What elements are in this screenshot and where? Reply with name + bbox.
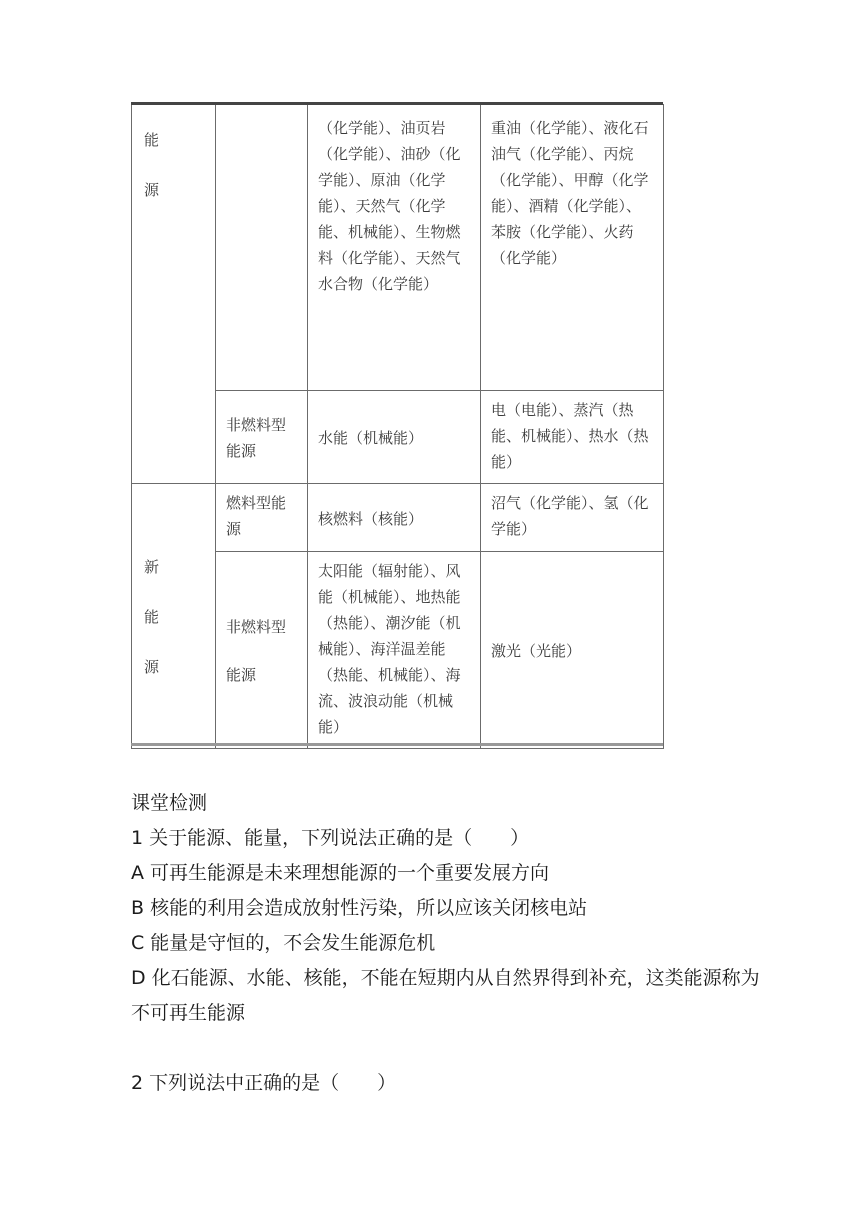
table-top-border [131,102,663,105]
primary-energy-cell: 太阳能（辐射能）、风能（机械能）、地热能（热能）、潮汐能（机械能）、海洋温差能（热能、机械能）、海流、波浪动能（机械能） [308,552,481,749]
subtype-cell: 非燃料型能源 [216,391,308,484]
table-bottom-border [131,743,663,746]
subtype-cell: 燃料型能源 [216,484,308,552]
question-1-option-d: D 化石能源、水能、核能，不能在短期内从自然界得到补充，这类能源称为不可再生能源 [131,967,760,1024]
energy-table [131,104,664,749]
question-1-stem: 1 关于能源、能量，下列说法正确的是（ ） [131,827,530,849]
category-label: 能 源 [144,131,160,199]
primary-energy-cell: 水能（机械能） [308,391,481,484]
table-row [132,484,664,552]
secondary-energy-cell: 激光（光能） [481,552,664,749]
energy-table-image [131,104,663,744]
subtype-cell: 非燃料型能源 [216,552,308,749]
class-test-section [131,786,771,1101]
secondary-energy-cell: 电（电能）、蒸汽（热能、机械能）、热水（热能） [481,391,664,484]
spacer [131,1031,771,1066]
table-row [132,105,664,391]
category-cell [132,105,216,484]
subtype-cell [216,105,308,391]
primary-energy-cell: 核燃料（核能） [308,484,481,552]
question-1-option-a: A 可再生能源是未来理想能源的一个重要发展方向 [131,862,550,884]
category-label: 新 能 源 [144,558,160,676]
primary-energy-cell: （化学能）、油页岩（化学能）、油砂（化学能）、原油（化学能）、天然气（化学能、机械能）、生物燃料（化学能）、天然气水合物（化学能） [308,105,481,391]
secondary-energy-cell: 重油（化学能）、液化石油气（化学能）、丙烷（化学能）、甲醇（化学能）、酒精（化学能）、苯胺（化学能）、火药（化学能） [481,105,664,391]
section-title: 课堂检测 [131,792,208,814]
secondary-energy-cell: 沼气（化学能）、氢（化学能） [481,484,664,552]
question-1-option-c: C 能量是守恒的，不会发生能源危机 [131,932,436,954]
question-1-option-b: B 核能的利用会造成放射性污染，所以应该关闭核电站 [131,897,588,919]
question-2-stem: 2 下列说法中正确的是（ ） [131,1072,397,1094]
category-cell [132,484,216,749]
